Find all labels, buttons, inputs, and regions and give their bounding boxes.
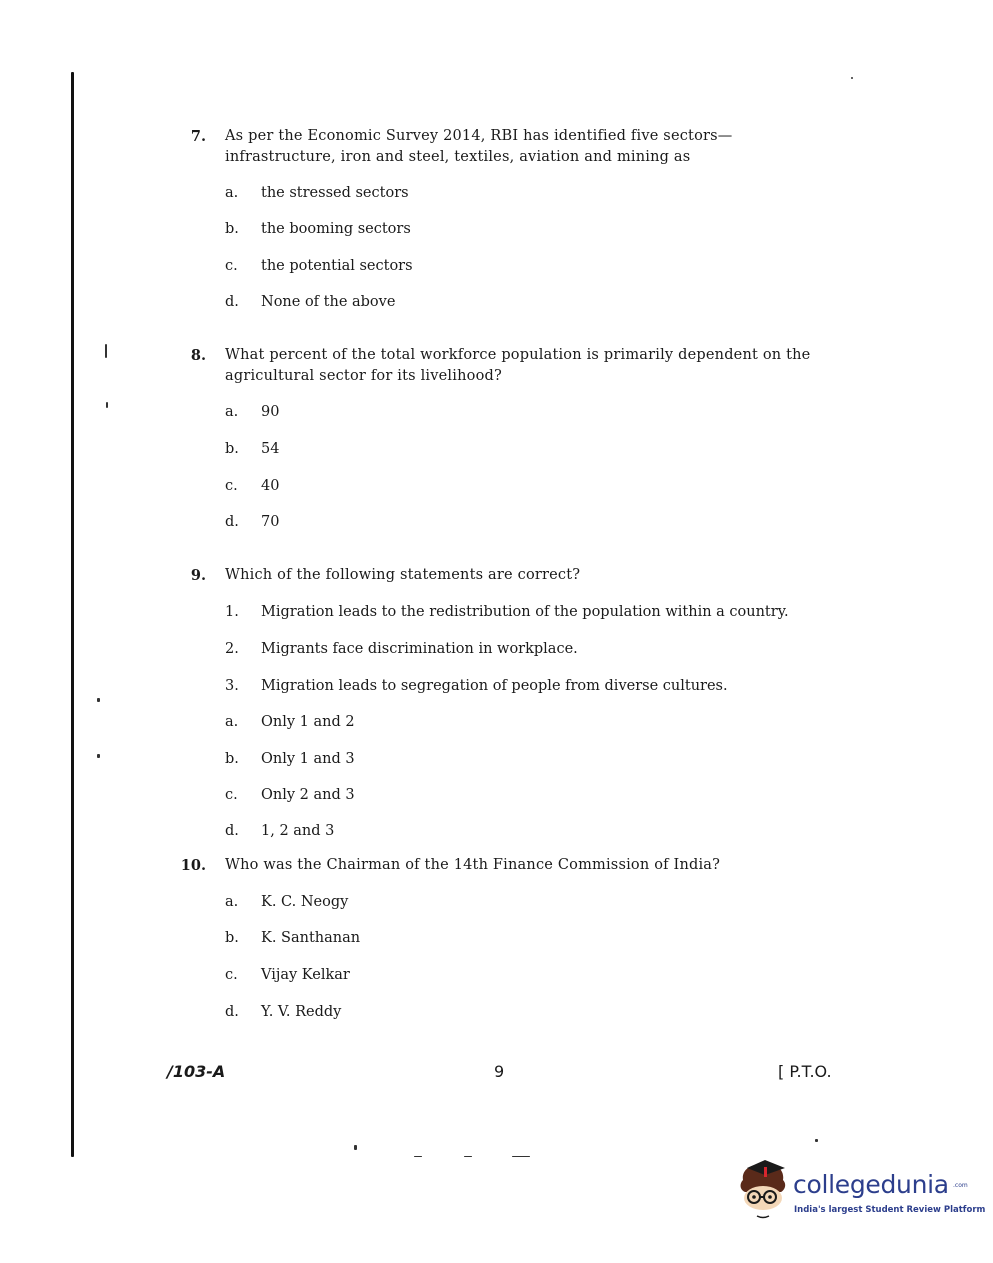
question-number: 7. — [190, 128, 206, 145]
question-9-head — [178, 565, 818, 586]
question-10 — [178, 855, 818, 1020]
question-number: 8. — [190, 347, 206, 364]
option-a — [225, 712, 355, 733]
question-8 — [178, 345, 818, 530]
option-b — [225, 439, 279, 460]
option-label: d. — [225, 1004, 239, 1020]
question-number: 9. — [190, 567, 206, 584]
scan-speck — [97, 698, 100, 702]
question-text: What percent of the total workforce population is primarily dependent on the agricultural sector for its livelihood? — [225, 347, 811, 384]
scan-speck — [851, 77, 853, 79]
option-text: 54 — [261, 441, 280, 457]
option-d — [225, 1002, 341, 1023]
scan-speck — [97, 754, 100, 758]
statement-2 — [225, 639, 578, 660]
question-text: Who was the Chairman of the 14th Finance Commission of India? — [225, 857, 721, 873]
brand-tagline: India's largest Student Review Platform — [794, 1205, 986, 1215]
option-label: a. — [225, 714, 239, 730]
option-b — [225, 749, 355, 770]
option-text: Only 2 and 3 — [261, 787, 355, 803]
option-d — [225, 512, 279, 533]
left-margin-line — [71, 72, 74, 1157]
option-text: 40 — [261, 478, 280, 494]
option-a — [225, 402, 279, 423]
question-text: As per the Economic Survey 2014, RBI has identified five sectors—infrastructure, iron and steel, textiles, aviation and mining as — [225, 128, 733, 165]
option-label: c. — [225, 967, 238, 983]
option-text: the stressed sectors — [261, 185, 409, 201]
option-b — [225, 928, 360, 949]
mascot-logo-icon — [735, 1158, 791, 1224]
scan-speck — [464, 1156, 472, 1157]
question-8-head — [178, 345, 818, 387]
option-label: d. — [225, 514, 239, 530]
option-label: c. — [225, 258, 238, 274]
option-label: a. — [225, 404, 239, 420]
option-label: a. — [225, 894, 239, 910]
option-c — [225, 256, 413, 277]
scan-speck — [106, 402, 108, 408]
statement-text: Migration leads to segregation of people from diverse cultures. — [261, 678, 728, 694]
brand-domain: .com — [953, 1182, 968, 1189]
option-text: Y. V. Reddy — [261, 1004, 342, 1020]
option-text: K. C. Neogy — [261, 894, 349, 910]
page-number: 9 — [494, 1062, 505, 1081]
question-10-head — [178, 855, 818, 876]
statement-label: 1. — [225, 604, 239, 620]
option-text: Vijay Kelkar — [261, 967, 350, 983]
option-text: 90 — [261, 404, 280, 420]
option-text: 1, 2 and 3 — [261, 823, 335, 839]
option-c — [225, 785, 355, 806]
statement-text: Migrants face discrimination in workplace. — [261, 641, 578, 657]
option-label: d. — [225, 294, 239, 310]
statement-text: Migration leads to the redistribution of the population within a country. — [261, 604, 789, 620]
option-text: Only 1 and 2 — [261, 714, 355, 730]
option-c — [225, 965, 350, 986]
question-7-head — [178, 126, 818, 168]
scan-speck — [512, 1156, 530, 1157]
question-number: 10. — [180, 857, 206, 874]
option-text: the potential sectors — [261, 258, 413, 274]
option-a — [225, 892, 348, 913]
option-a — [225, 183, 409, 204]
question-7 — [178, 126, 818, 310]
option-label: a. — [225, 185, 239, 201]
option-label: b. — [225, 751, 239, 767]
option-label: c. — [225, 478, 238, 494]
statement-1 — [225, 602, 789, 623]
brand-name: collegedunia — [793, 1170, 949, 1199]
option-d — [225, 821, 334, 842]
scan-speck — [815, 1139, 818, 1142]
option-text: 70 — [261, 514, 280, 530]
option-label: b. — [225, 930, 239, 946]
collegedunia-watermark — [735, 1158, 986, 1224]
statement-3 — [225, 676, 728, 697]
option-text: None of the above — [261, 294, 396, 310]
option-d — [225, 292, 395, 313]
question-text: Which of the following statements are correct? — [225, 567, 581, 583]
option-label: c. — [225, 787, 238, 803]
option-label: d. — [225, 823, 239, 839]
option-b — [225, 219, 411, 240]
pto-label: [ P.T.O. — [778, 1062, 832, 1081]
question-9 — [178, 565, 818, 839]
option-text: K. Santhanan — [261, 930, 361, 946]
option-text: Only 1 and 3 — [261, 751, 355, 767]
statement-label: 3. — [225, 678, 239, 694]
paper-code: /103-A — [167, 1062, 226, 1081]
option-label: b. — [225, 441, 239, 457]
scan-speck — [414, 1156, 422, 1157]
option-text: the booming sectors — [261, 221, 411, 237]
option-label: b. — [225, 221, 239, 237]
statement-label: 2. — [225, 641, 239, 657]
scan-speck — [354, 1145, 357, 1150]
option-c — [225, 476, 279, 497]
scan-speck — [105, 344, 107, 358]
